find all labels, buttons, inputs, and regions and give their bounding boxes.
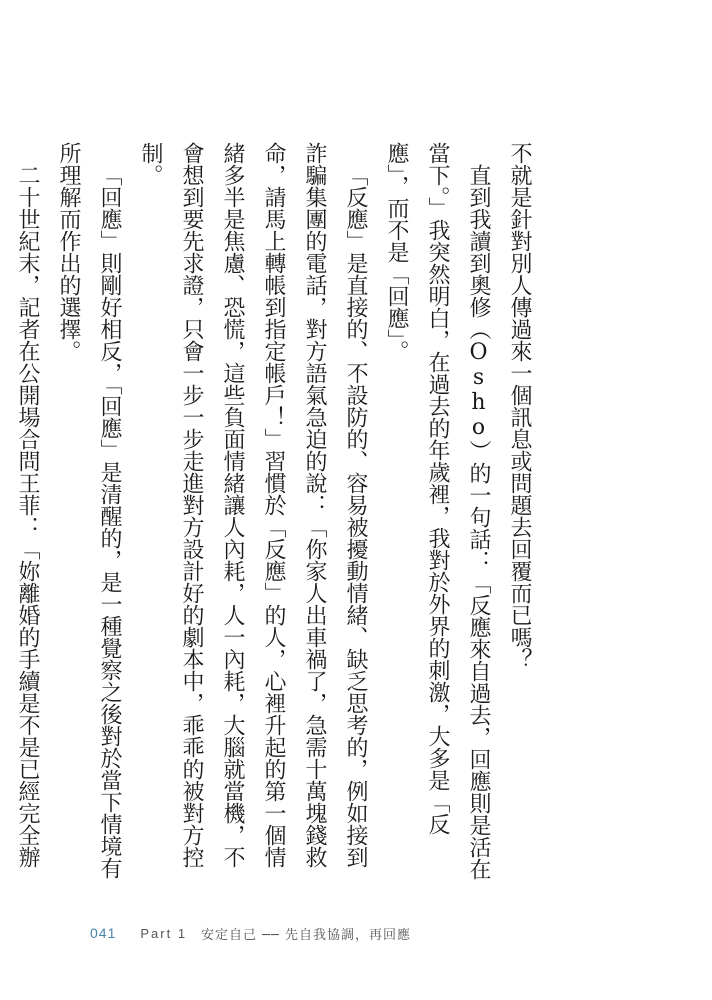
- paragraph-3: 「反應」是直接的、不設防的、容易被擾動情緒、缺乏思考的，例如接到詐騙集團的電話，對方語氣急迫的說：「你家人出車禍了，急需十萬塊錢救命，請馬上轉帳到指定帳戶！」習慣於「反應」的人，心裡升起的第一個情緒多半是焦慮、恐慌，這些負面情緒讓人內耗，人一內耗，大腦就當機，不會想到要先求證，只會一步一步走進對方設計好的劇本中，乖乖的被對方控制。: [138, 142, 368, 868]
- paragraph-4: 「回應」則剛好相反，「回應」是清醒的，是一種覺察之後對於當下情境有所理解而作出的選擇。: [56, 142, 122, 879]
- paragraph-1: 不就是針對別人傳過來一個訊息或問題去回覆而已嗎？: [507, 142, 532, 670]
- chapter-title: 安定自己 ── 先自我協調，再回應: [201, 927, 411, 943]
- vertical-text-body: [15, 142, 540, 882]
- part-label: Part 1: [140, 925, 188, 941]
- page-footer: [90, 921, 411, 945]
- page-number: 041: [90, 925, 117, 941]
- paragraph-5: 二十世紀末，記者在公開場合問王菲：「妳離婚的手續是不是已經完全辦: [15, 164, 40, 868]
- paragraph-2: 直到我讀到奧修（Osho）的一句話：「反應來自過去，回應則是活在當下。」我突然明白，在過去的年歲裡，我對於外界的刺激，大多是「反應」，而不是「回應」。: [384, 142, 491, 880]
